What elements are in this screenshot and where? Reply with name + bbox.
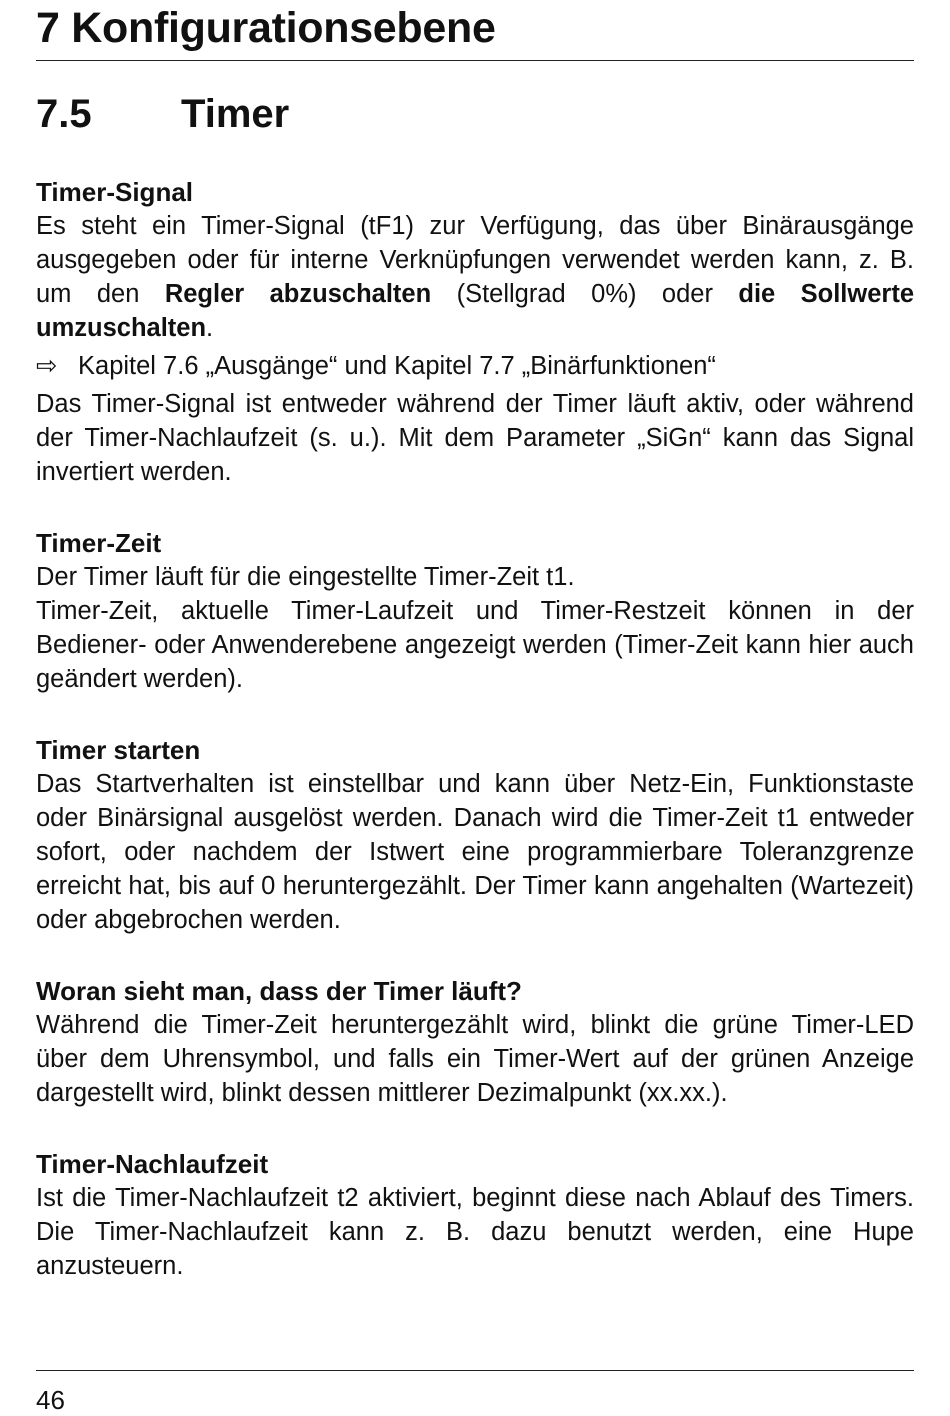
bold-text: Regler abzuschalten [164,280,432,308]
timer-starten-block [36,733,914,937]
timer-nachlauf-block [36,1147,914,1283]
timer-nachlauf-paragraph: Ist die Timer-Nachlaufzeit t2 aktiviert, beginnt diese nach Ablauf des Timers. Die Timer-Nachlaufzeit kann z. B. dazu benutzt werden, eine Hupe anzusteuern. [36,1184,914,1280]
timer-zeit-paragraph-2: Timer-Zeit, aktuelle Timer-Laufzeit und Timer-Restzeit können in der Bediener- oder Anwenderebene angezeigt werden (Timer-Zeit kann hier auch geändert werden). [36,597,914,693]
header-rule [36,60,914,61]
section-title-text: Timer [181,92,290,136]
footer-rule [36,1370,914,1371]
text-span: . [206,314,214,342]
section-title [36,90,289,138]
page-number: 46 [36,1385,65,1415]
timer-signal-heading: Timer-Signal [36,177,194,207]
timer-zeit-heading: Timer-Zeit [36,528,162,558]
bold-text: die Sollwerte umzuschalten [36,280,915,342]
timer-starten-heading: Timer starten [36,735,201,765]
timer-signal-block [36,175,914,489]
timer-signal-paragraph-1 [36,209,914,345]
text-span: Es steht ein Timer-Signal (tF1) zur Verfügung, das über Binärausgänge ausgegeben oder für interne Verknüpfungen verwendet werden kann, z. B. um den [36,212,914,308]
section-number: 7.5 [36,92,92,136]
timer-nachlauf-heading: Timer-Nachlaufzeit [36,1149,269,1179]
cross-reference-text: Kapitel 7.6 „Ausgänge“ und Kapitel 7.7 „Binärfunktionen“ [78,352,716,380]
timer-zeit-block [36,526,914,696]
cross-reference [36,349,914,383]
timer-laeuft-block [36,974,914,1110]
timer-zeit-paragraph-1: Der Timer läuft für die eingestellte Timer-Zeit t1. [36,563,575,591]
timer-starten-paragraph: Das Startverhalten ist einstellbar und kann über Netz-Ein, Funktionstaste oder Binärsignal ausgelöst werden. Danach wird die Timer-Zeit t1 entweder sofort, oder nachdem der Istwert eine programmierbare Toleranzgrenze erreicht hat, bis auf 0 heruntergezählt. Der Timer kann angehalten (Wartezeit) oder abgebrochen werden. [36,770,914,934]
timer-signal-paragraph-2: Das Timer-Signal ist entweder während der Timer läuft aktiv, oder während der Timer-Nachlaufzeit (s. u.). Mit dem Parameter „SiGn“ kann das Signal invertiert werden. [36,390,914,486]
timer-laeuft-paragraph: Während die Timer-Zeit heruntergezählt wird, blinkt die grüne Timer-LED über dem Uhrensymbol, und falls ein Timer-Wert auf der grünen Anzeige dargestellt wird, blinkt dessen mittlerer Dezimalpunkt (xx.xx.). [36,1011,914,1107]
timer-laeuft-heading: Woran sieht man, dass der Timer läuft? [36,976,522,1006]
arrow-right-icon: ⇨ [36,352,58,380]
chapter-title: 7 Konfigurationsebene [36,4,496,52]
text-span: (Stellgrad 0%) oder [431,280,739,308]
